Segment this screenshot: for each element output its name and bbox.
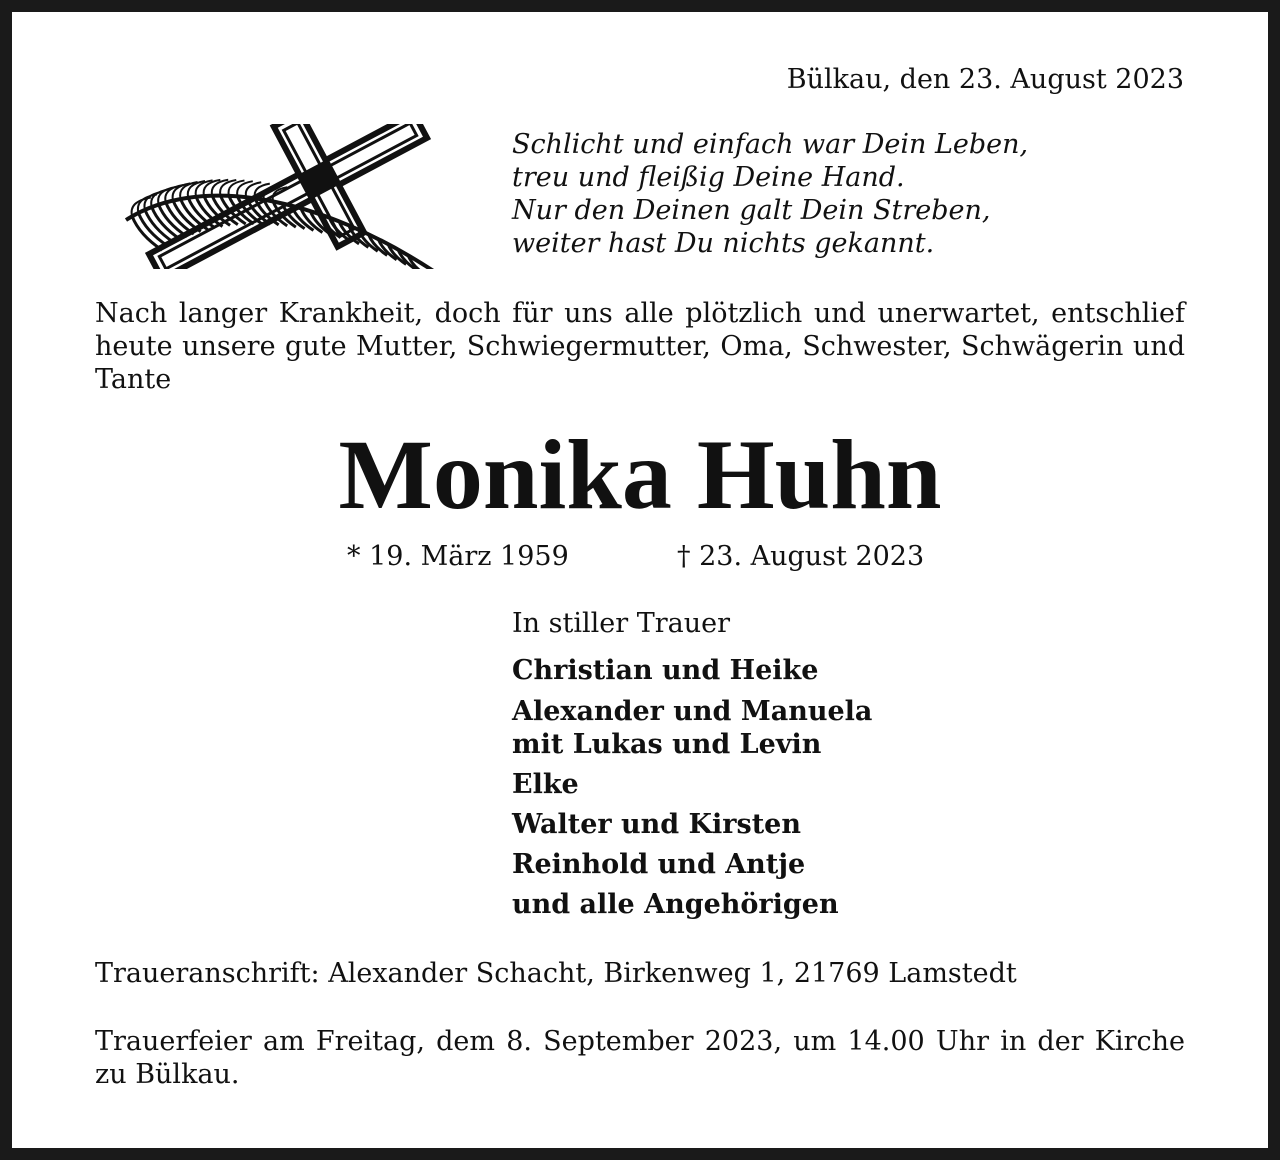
mourning-label: In stiller Trauer <box>512 608 731 639</box>
birth-date: * 19. März 1959 <box>347 541 569 572</box>
mourning-address: Traueranschrift: Alexander Schacht, Birkenweg 1, 21769 Lamstedt <box>95 958 1017 989</box>
cross-with-palm-frond-icon <box>108 124 438 269</box>
mourner-entry: Elke <box>512 769 579 800</box>
mourner-entry: Reinhold und Antje <box>512 849 806 880</box>
announcement-text: Nach langer Krankheit, doch für uns alle plötzlich und unerwartet, entschlief heute unsere gute Mutter, Schwiegermutter, Oma, Schwester, Schwägerin und Tante <box>95 298 1185 395</box>
poem-line: weiter hast Du nichts gekannt. <box>512 228 935 259</box>
mourner-entry: Walter und Kirsten <box>512 809 801 840</box>
mourner-entry: mit Lukas und Levin <box>512 729 822 760</box>
deceased-name: Monika Huhn <box>338 419 942 530</box>
mourner-entry: Alexander und Manuela <box>512 696 873 727</box>
obituary-notice <box>12 12 1268 1148</box>
funeral-service-info: Trauerfeier am Freitag, dem 8. September 2023, um 14.00 Uhr in der Kirche zu Bülkau. <box>95 1026 1185 1090</box>
mourner-entry: Christian und Heike <box>512 655 819 686</box>
poem-line: treu und fleißig Deine Hand. <box>512 162 905 193</box>
death-date: † 23. August 2023 <box>677 541 925 572</box>
memorial-poem <box>512 128 1028 260</box>
poem-line: Nur den Deinen galt Dein Streben, <box>512 195 991 226</box>
mourner-entry: und alle Angehörigen <box>512 889 839 920</box>
place-date-line: Bülkau, den 23. August 2023 <box>786 64 1184 95</box>
poem-line: Schlicht und einfach war Dein Leben, <box>512 129 1029 160</box>
